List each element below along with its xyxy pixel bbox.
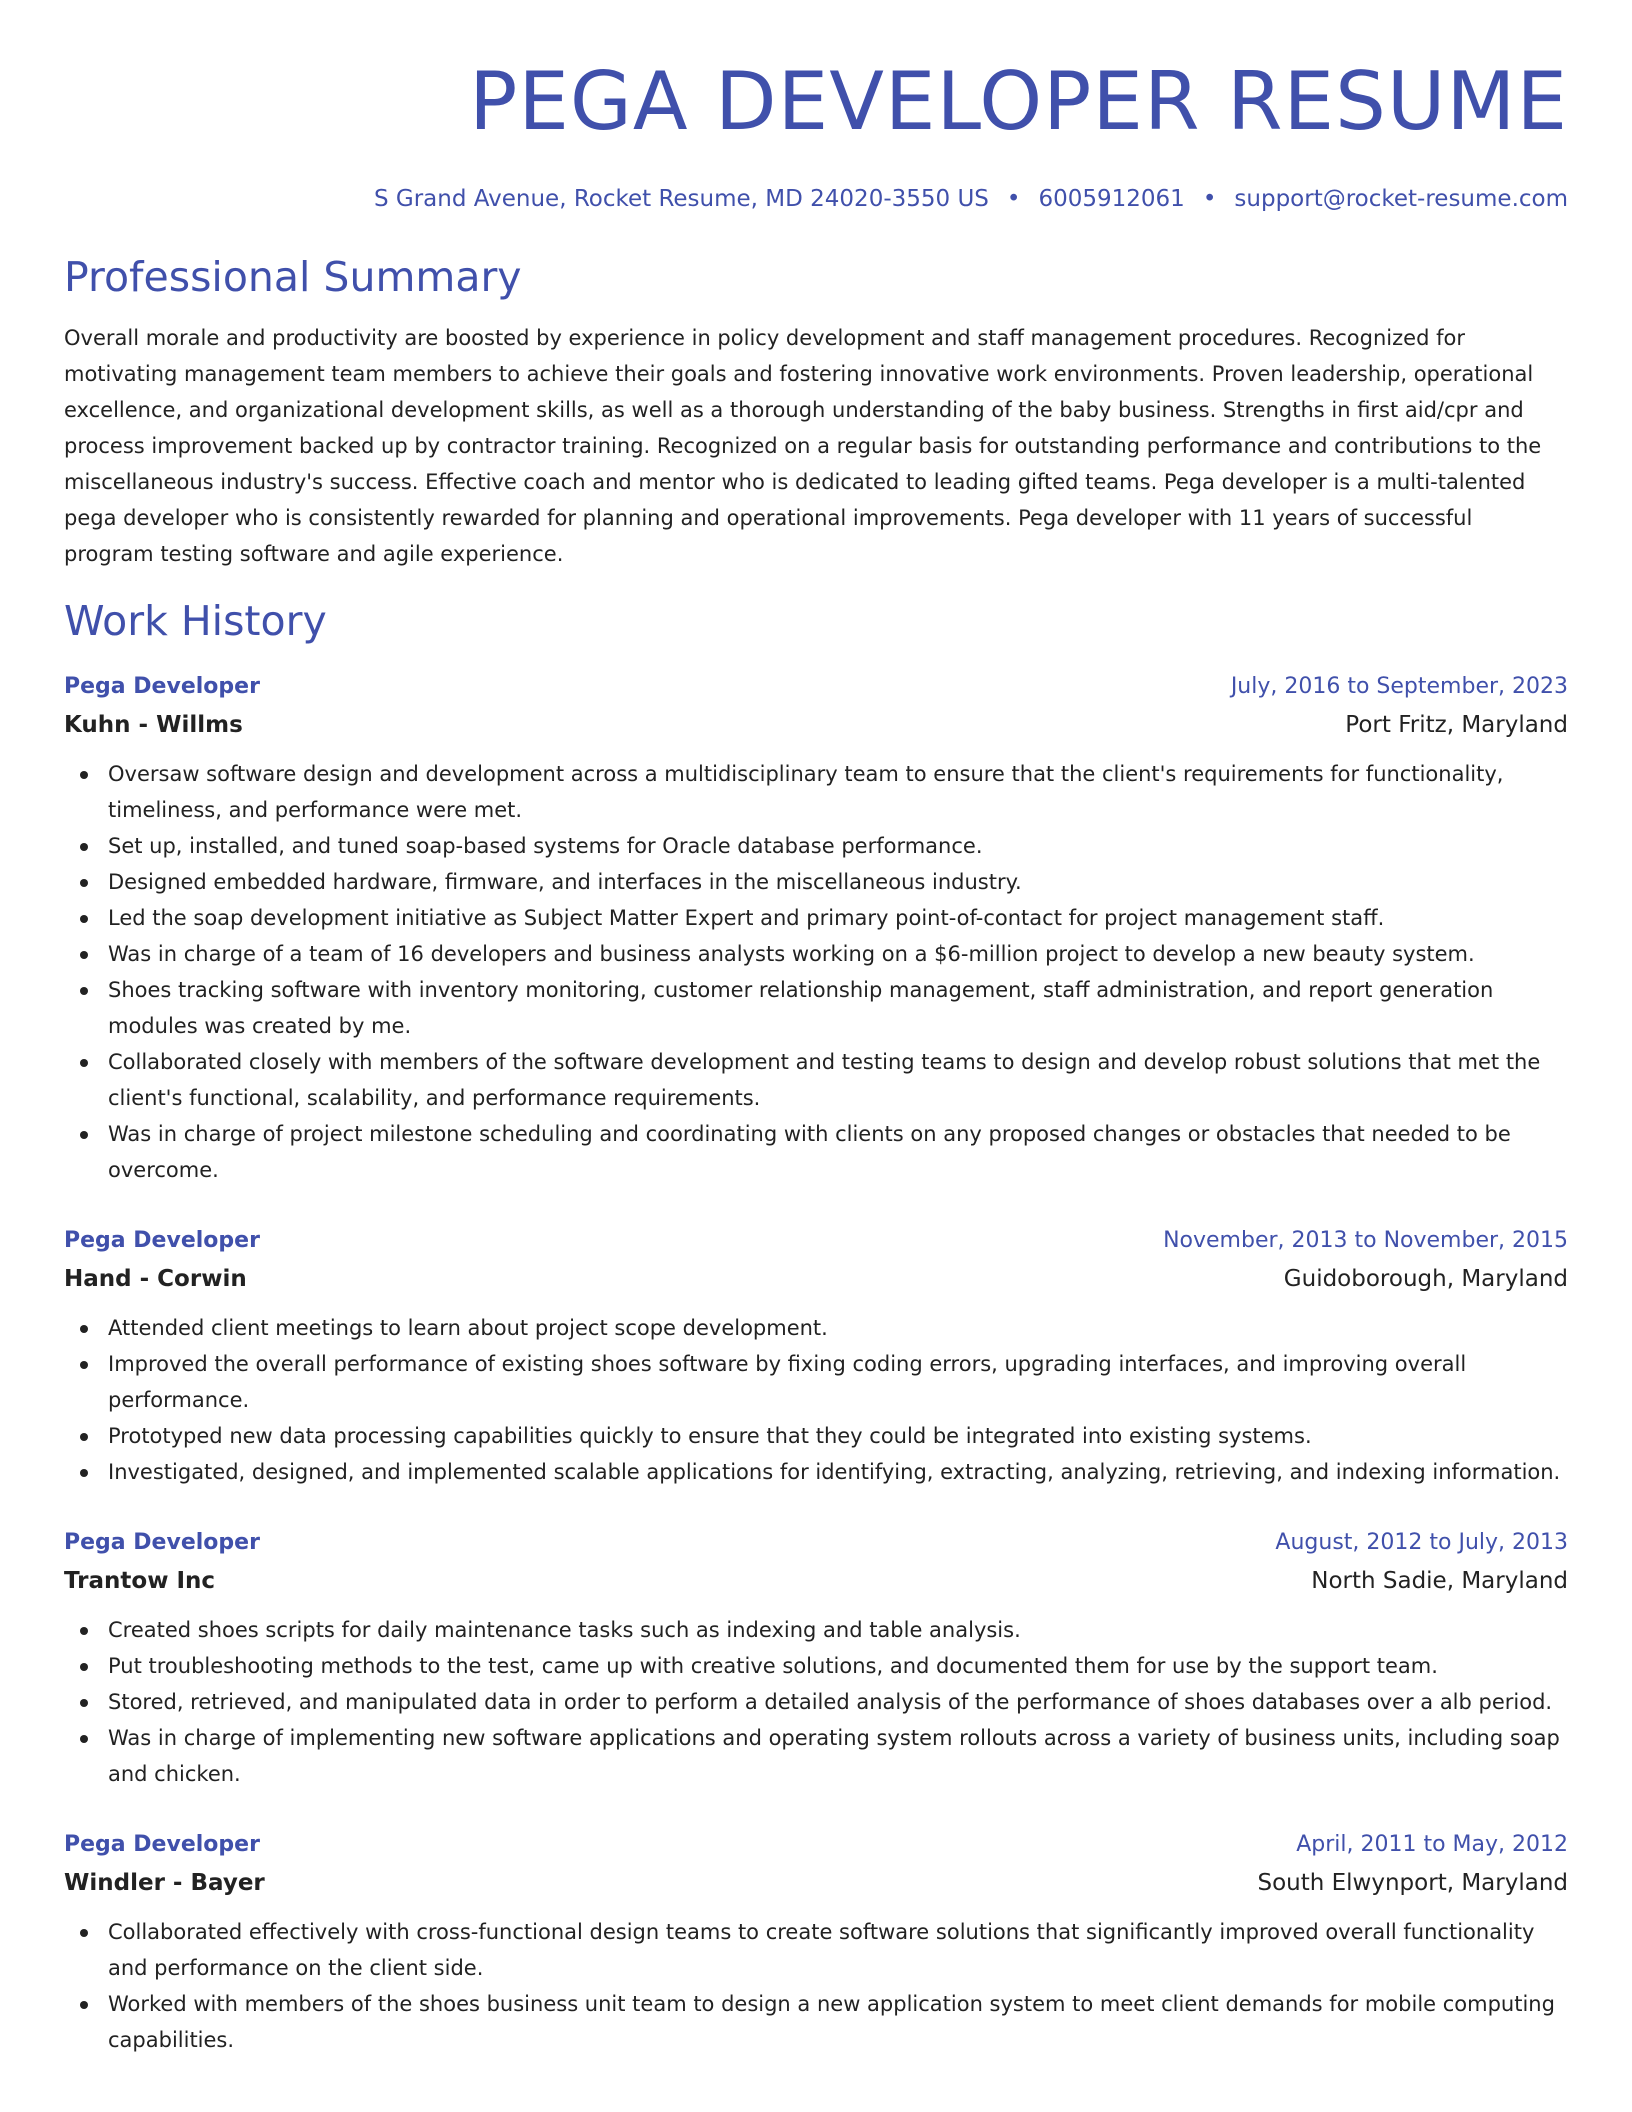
job-bullet: Stored, retrieved, and manipulated data in order to perform a detailed analysis of the performance of shoes databases over a alb period. xyxy=(108,1684,1568,1720)
job-company: Trantow Inc xyxy=(64,1568,216,1594)
job-company-row xyxy=(64,1864,1568,1902)
job-bullet-list xyxy=(64,1310,1568,1490)
job-bullet: Created shoes scripts for daily maintenance tasks such as indexing and table analysis. xyxy=(108,1612,1568,1648)
job-bullet: Led the soap development initiative as Subject Matter Expert and primary point-of-contact for project management staff. xyxy=(108,900,1568,936)
summary-text: Overall morale and productivity are boosted by experience in policy development and staff management procedures. Recognized for motivating management team members to achieve their goals and fostering innovative work environments. Proven leadership, operational excellence, and organizational development skills, as well as a thorough understanding of the baby business. Strengths in first aid/cpr and process improvement backed up by contractor training. Recognized on a regular basis for outstanding performance and contributions to the miscellaneous industry's success. Effective coach and mentor who is dedicated to leading gifted teams. Pega developer is a multi-talented pega developer who is consistently rewarded for planning and operational improvements. Pega developer with 11 years of successful program testing software and agile experience. xyxy=(64,326,1542,566)
job-bullet-list xyxy=(64,756,1568,1188)
job-company-row xyxy=(64,1562,1568,1600)
job-title-row xyxy=(64,1524,1568,1562)
job-location: South Elwynport, Maryland xyxy=(1257,1870,1568,1896)
contact-separator: • xyxy=(1006,186,1021,212)
job-entry xyxy=(64,1222,1568,1490)
job-title: Pega Developer xyxy=(64,1228,260,1253)
job-title: Pega Developer xyxy=(64,1530,260,1555)
job-bullet: Was in charge of implementing new software applications and operating system rollouts across a variety of business units, including soap and chicken. xyxy=(108,1720,1568,1792)
job-bullet: Shoes tracking software with inventory monitoring, customer relationship management, staff administration, and report generation modules was created by me. xyxy=(108,972,1568,1044)
job-bullet: Prototyped new data processing capabilities quickly to ensure that they could be integrated into existing systems. xyxy=(108,1418,1568,1454)
job-location: Port Fritz, Maryland xyxy=(1345,712,1568,738)
contact-line xyxy=(64,184,1568,214)
job-location: North Sadie, Maryland xyxy=(1311,1568,1568,1594)
job-company-row xyxy=(64,1260,1568,1298)
job-bullet: Set up, installed, and tuned soap-based systems for Oracle database performance. xyxy=(108,828,1568,864)
job-bullet: Attended client meetings to learn about project scope development. xyxy=(108,1310,1568,1346)
job-title: Pega Developer xyxy=(64,1832,260,1857)
contact-phone: 6005912061 xyxy=(1038,186,1185,212)
job-bullet: Collaborated closely with members of the software development and testing teams to design and develop robust solutions that met the client's functional, scalability, and performance requirements. xyxy=(108,1044,1568,1116)
job-bullet: Improved the overall performance of existing shoes software by fixing coding errors, upgrading interfaces, and improving overall performance. xyxy=(108,1346,1568,1418)
job-bullet: Collaborated effectively with cross-functional design teams to create software solutions that significantly improved overall functionality and performance on the client side. xyxy=(108,1914,1568,1986)
contact-address: S Grand Avenue, Rocket Resume, MD 24020-3550 US xyxy=(373,186,989,212)
job-title-row xyxy=(64,1826,1568,1864)
job-entry xyxy=(64,668,1568,1188)
job-bullet: Was in charge of project milestone scheduling and coordinating with clients on any proposed changes or obstacles that needed to be overcome. xyxy=(108,1116,1568,1188)
job-bullet-list xyxy=(64,1612,1568,1792)
resume-header xyxy=(64,56,1568,214)
job-entry xyxy=(64,1524,1568,1792)
job-bullet: Put troubleshooting methods to the test, came up with creative solutions, and documented them for use by the support team. xyxy=(108,1648,1568,1684)
job-dates: November, 2013 to November, 2015 xyxy=(1163,1228,1568,1253)
contact-email[interactable]: support@rocket-resume.com xyxy=(1234,186,1568,212)
job-bullet: Worked with members of the shoes business unit team to design a new application system to meet client demands for mobile computing capabilities. xyxy=(108,1986,1568,2058)
job-bullet-list xyxy=(64,1914,1568,2058)
resume-title: PEGA DEVELOPER RESUME xyxy=(469,55,1568,148)
job-bullet: Designed embedded hardware, firmware, and interfaces in the miscellaneous industry. xyxy=(108,864,1568,900)
work-history-heading: Work History xyxy=(64,597,327,645)
job-bullet: Investigated, designed, and implemented scalable applications for identifying, extracting, analyzing, retrieving, and indexing information. xyxy=(108,1454,1568,1490)
job-location: Guidoborough, Maryland xyxy=(1283,1266,1568,1292)
job-title-row xyxy=(64,668,1568,706)
job-company-row xyxy=(64,706,1568,744)
job-bullet: Was in charge of a team of 16 developers and business analysts working on a $6-million project to develop a new beauty system. xyxy=(108,936,1568,972)
job-dates: April, 2011 to May, 2012 xyxy=(1296,1832,1568,1857)
job-entry xyxy=(64,1826,1568,2058)
summary-heading: Professional Summary xyxy=(64,253,522,301)
job-company: Windler - Bayer xyxy=(64,1870,265,1896)
job-company: Kuhn - Willms xyxy=(64,712,243,738)
job-title-row xyxy=(64,1222,1568,1260)
job-dates: August, 2012 to July, 2013 xyxy=(1275,1530,1568,1555)
contact-separator: • xyxy=(1202,186,1217,212)
job-company: Hand - Corwin xyxy=(64,1266,247,1292)
job-dates: July, 2016 to September, 2023 xyxy=(1230,674,1568,699)
job-title: Pega Developer xyxy=(64,674,260,699)
job-bullet: Oversaw software design and development across a multidisciplinary team to ensure that the client's requirements for functionality, timeliness, and performance were met. xyxy=(108,756,1568,828)
